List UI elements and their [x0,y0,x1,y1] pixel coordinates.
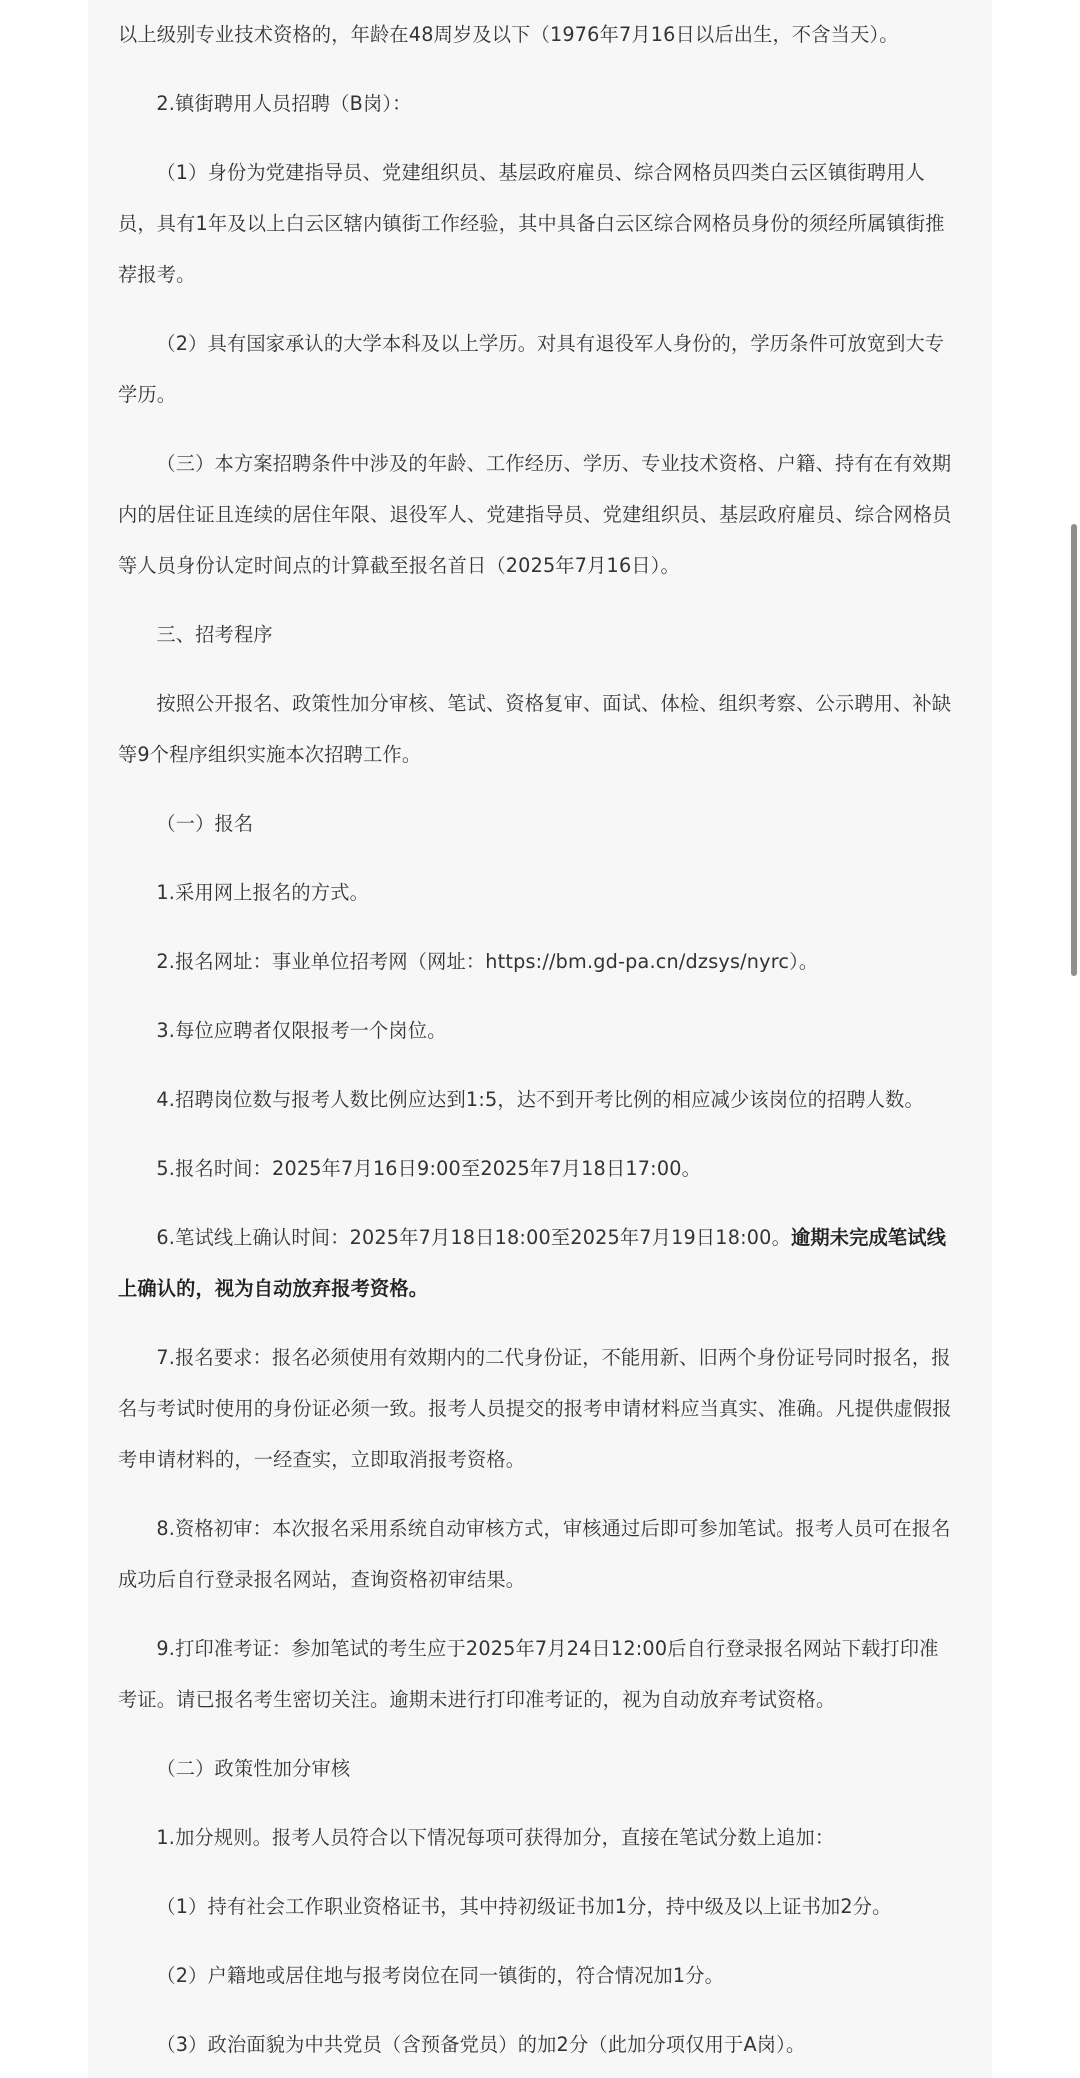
paragraph-b-post-heading: 2.镇街聘用人员招聘（B岗）： [156,92,412,115]
subsection-heading-registration: （一）报名 [156,812,254,835]
paragraph-admission-ticket: 9.打印准考证：参加笔试的考生应于2025年7月24日12:00后自行登录报名网站下载打印准考证。请已报名考生密切关注。逾期未进行打印准考证的，视为自动放弃考试资格。 [118,1637,939,1711]
paragraph-online-registration: 1.采用网上报名的方式。 [156,881,369,904]
paragraph-one-post-limit: 3.每位应聘者仅限报考一个岗位。 [156,1019,447,1042]
scrollbar-thumb[interactable] [1071,524,1077,976]
paragraph-preliminary-review: 8.资格初审：本次报名采用系统自动审核方式，审核通过后即可参加笔试。报考人员可在报名成功后自行登录报名网站，查询资格初审结果。 [118,1517,951,1591]
confirmation-time-text: 6.笔试线上确认时间：2025年7月18日18:00至2025年7月19日18:00。 [156,1226,791,1249]
paragraph-bonus-party-member: （3）政治面貌为中共党员（含预备党员）的加2分（此加分项仅用于A岗）。 [156,2033,806,2056]
paragraph-bonus-residence: （2）户籍地或居住地与报考岗位在同一镇街的，符合情况加1分。 [156,1964,725,1987]
paragraph-procedure-overview: 按照公开报名、政策性加分审核、笔试、资格复审、面试、体检、组织考察、公示聘用、补缺等9个程序组织实施本次招聘工作。 [118,692,952,766]
vertical-scrollbar[interactable] [1068,0,1080,2078]
paragraph-bonus-rules: 1.加分规则。报考人员符合以下情况每项可获得加分，直接在笔试分数上追加： [156,1826,835,1849]
paragraph-b-post-identity: （1）身份为党建指导员、党建组织员、基层政府雇员、综合网格员四类白云区镇街聘用人员，具有1年及以上白云区辖内镇街工作经验，其中具备白云区综合网格员身份的须经所属镇街推荐报考。 [118,161,945,286]
paragraph-registration-url: 2.报名网址：事业单位招考网（网址：https://bm.gd-pa.cn/dzsys/nyrc）。 [156,950,819,973]
paragraph-identity-cutoff: （三）本方案招聘条件中涉及的年龄、工作经历、学历、专业技术资格、户籍、持有在有效期内的居住证且连续的居住年限、退役军人、党建指导员、党建组织员、基层政府雇员、综合网格员等人员身份认定时间点的计算截至报名首日（2025年7月16日）。 [118,452,952,577]
article-page [88,0,992,2078]
paragraph-bonus-social-work: （1）持有社会工作职业资格证书，其中持初级证书加1分，持中级及以上证书加2分。 [156,1895,892,1918]
section-heading-procedure: 三、招考程序 [156,623,273,646]
paragraph-registration-requirements: 7.报名要求：报名必须使用有效期内的二代身份证，不能用新、旧两个身份证号同时报名，报名与考试时使用的身份证必须一致。报考人员提交的报考申请材料应当真实、准确。凡提供虚假报考申请材料的，一经查实，立即取消报考资格。 [118,1346,952,1471]
paragraph-ratio: 4.招聘岗位数与报考人数比例应达到1:5，达不到开考比例的相应减少该岗位的招聘人数。 [156,1088,924,1111]
paragraph-registration-time: 5.报名时间：2025年7月16日9:00至2025年7月18日17:00。 [156,1157,702,1180]
confirmation-warning: 逾期未完成笔试线上确认的，视为自动放弃报考资格。 [118,1226,947,1300]
subsection-heading-bonus-review: （二）政策性加分审核 [156,1757,351,1780]
article-body [118,0,958,2078]
paragraph-age-requirement: 以上级别专业技术资格的，年龄在48周岁及以下（1976年7月16日以后出生，不含当天）。 [118,23,899,46]
paragraph-b-post-education: （2）具有国家承认的大学本科及以上学历。对具有退役军人身份的，学历条件可放宽到大专学历。 [118,332,945,406]
paragraph-confirmation-time [118,1212,958,1314]
